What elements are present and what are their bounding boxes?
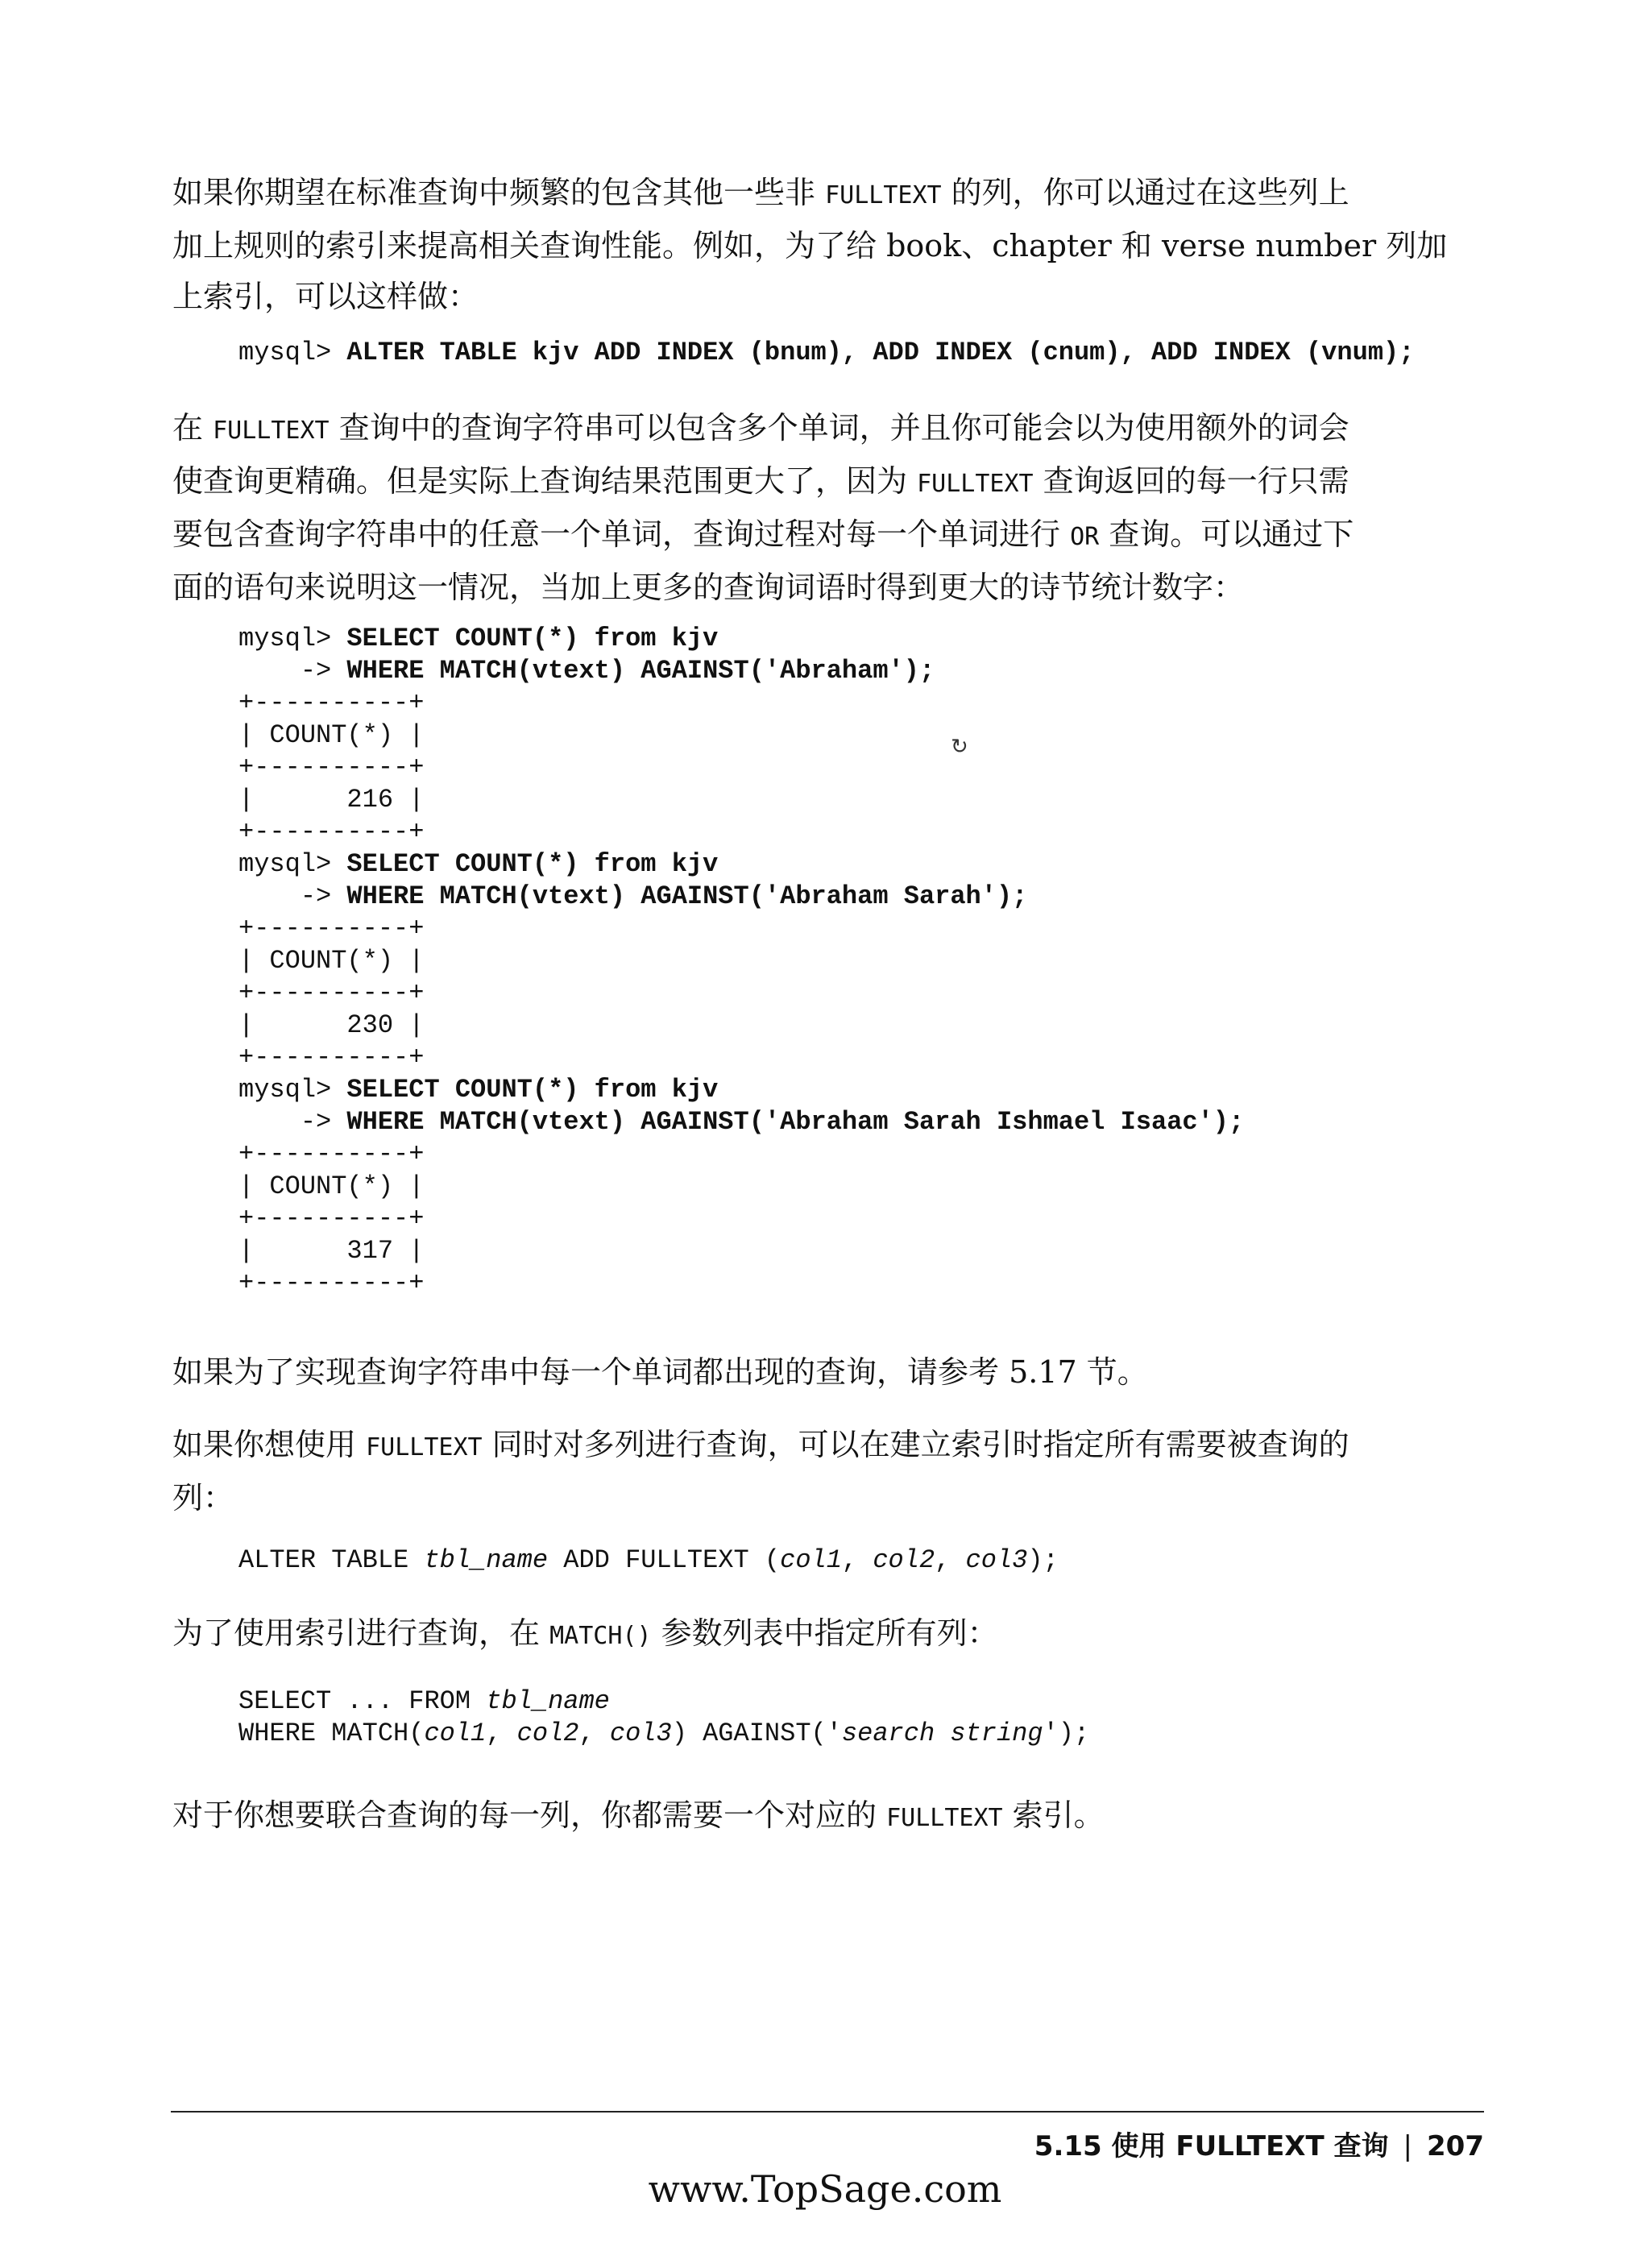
text-line: 如果为了实现查询字符串中每一个单词都出现的查询，请参考 5.17 节。 <box>172 1354 1148 1390</box>
text-run: 如果你想使用 <box>172 1427 367 1462</box>
code-command: SELECT COUNT(*) from kjv <box>346 624 719 653</box>
code-continuation: -> <box>238 656 347 686</box>
footer-separator: | <box>1403 2130 1413 2162</box>
code-block-alter-index <box>238 337 1414 369</box>
code-text: ) AGAINST(' <box>671 1719 842 1748</box>
text-run: 使查询更精确。但是实际上查询结果范围更大了，因为 <box>172 463 918 499</box>
code-prompt: mysql> <box>238 849 347 879</box>
text-run: 对于你想要联合查询的每一列，你都需要一个对应的 <box>172 1797 887 1833</box>
table-border: +----------+ <box>238 817 425 847</box>
code-continuation: -> <box>238 1107 347 1137</box>
paragraph-index-per-column <box>172 1790 1453 1843</box>
code-placeholder: tbl_name <box>424 1545 549 1575</box>
code-line <box>238 1685 1089 1718</box>
code-line <box>238 848 1244 881</box>
paragraph-multi-column <box>172 1420 1453 1524</box>
code-text: ALTER TABLE <box>238 1545 425 1575</box>
text-line <box>172 509 1453 562</box>
text-line: 面的语句来说明这一情况，当加上更多的查询词语时得到更大的诗节统计数字： <box>172 570 1245 605</box>
inline-code: FULLTEXT <box>917 470 1034 498</box>
code-command: SELECT COUNT(*) from kjv <box>346 849 719 879</box>
code-line <box>238 1544 1059 1577</box>
text-run: 在 <box>172 410 214 446</box>
code-placeholder: col2 <box>516 1719 579 1748</box>
code-line <box>238 337 1414 369</box>
table-border: +----------+ <box>238 688 425 718</box>
table-border: +----------+ <box>238 753 425 782</box>
code-text: , <box>578 1719 610 1748</box>
text-line <box>172 1420 1453 1473</box>
code-block-select-match <box>238 1685 1089 1750</box>
code-text: WHERE MATCH( <box>238 1719 425 1748</box>
code-block-count-queries <box>238 623 1244 1300</box>
inline-code: FULLTEXT <box>366 1433 483 1462</box>
text-run: 查询中的查询字符串可以包含多个单词，并且你可能会以为使用额外的词会 <box>329 410 1349 446</box>
text-line <box>172 1790 1453 1843</box>
code-command: WHERE MATCH(vtext) AGAINST('Abraham Sarah'); <box>346 881 1028 911</box>
table-border: +----------+ <box>238 1268 425 1298</box>
code-command: WHERE MATCH(vtext) AGAINST('Abraham'); <box>346 656 935 686</box>
code-line <box>238 1718 1089 1750</box>
code-command: WHERE MATCH(vtext) AGAINST('Abraham Sarah Ishmael Isaac'); <box>346 1107 1245 1137</box>
footer-rule <box>171 2111 1484 2113</box>
text-run: 同时对多列进行查询，可以在建立索引时指定所有需要被查询的 <box>482 1427 1349 1462</box>
code-text: ); <box>1027 1545 1059 1575</box>
footer-section-title: 5.15 使用 FULLTEXT 查询 <box>1034 2130 1389 2162</box>
inline-code: OR <box>1070 523 1100 551</box>
code-command: ALTER TABLE kjv ADD INDEX (bnum), ADD INDEX (cnum), ADD INDEX (vnum); <box>346 338 1415 367</box>
code-text: , <box>486 1719 517 1748</box>
table-border: +----------+ <box>238 1139 425 1169</box>
code-placeholder: col3 <box>609 1719 672 1748</box>
text-line: 上索引，可以这样做： <box>172 279 479 314</box>
table-header: | COUNT(*) | <box>238 1171 425 1201</box>
text-line: 加上规则的索引来提高相关查询性能。例如，为了给 book、chapter 和 verse number 列加 <box>172 228 1448 263</box>
table-row: | 230 | <box>238 1010 425 1040</box>
code-line <box>238 1074 1244 1106</box>
paragraph-match-columns <box>172 1608 1453 1661</box>
text-run: 查询。可以通过下 <box>1099 516 1354 552</box>
paragraph-multiword-query <box>172 403 1453 613</box>
text-run: 索引。 <box>1002 1797 1105 1833</box>
code-command: SELECT COUNT(*) from kjv <box>346 1075 719 1105</box>
code-text: SELECT ... FROM <box>238 1686 487 1716</box>
text-run: 的列，你可以通过在这些列上 <box>941 175 1349 210</box>
table-header: | COUNT(*) | <box>238 946 425 976</box>
code-placeholder: col2 <box>873 1545 935 1575</box>
table-row: | 216 | <box>238 785 425 815</box>
scan-mark-icon: ↻ <box>951 735 968 759</box>
text-run: 如果你期望在标准查询中频繁的包含其他一些非 <box>172 175 826 210</box>
code-continuation: -> <box>238 881 347 911</box>
table-border: +----------+ <box>238 1043 425 1072</box>
table-border: +----------+ <box>238 1204 425 1234</box>
page-number: 207 <box>1427 2130 1484 2162</box>
code-line <box>238 623 1244 655</box>
code-text: '); <box>1043 1719 1090 1748</box>
table-row: | 317 | <box>238 1236 425 1266</box>
inline-code: FULLTEXT <box>213 417 330 445</box>
paragraph-see-also <box>172 1347 1453 1398</box>
code-prompt: mysql> <box>238 624 347 653</box>
text-run: 要包含查询字符串中的任意一个单词，查询过程对每一个单词进行 <box>172 516 1071 552</box>
paragraph-index-intro <box>172 168 1453 322</box>
code-text: , <box>935 1545 966 1575</box>
code-line <box>238 881 1244 913</box>
code-prompt: mysql> <box>238 1075 347 1105</box>
watermark-url: www.TopSage.com <box>648 2167 1002 2211</box>
table-border: +----------+ <box>238 914 425 943</box>
text-line <box>172 403 1453 456</box>
table-header: | COUNT(*) | <box>238 720 425 750</box>
code-placeholder: col1 <box>780 1545 842 1575</box>
text-line <box>172 1608 1453 1661</box>
code-line <box>238 655 1244 687</box>
code-block-alter-fulltext <box>238 1544 1059 1577</box>
code-text: , <box>841 1545 873 1575</box>
text-run: 为了使用索引进行查询，在 <box>172 1615 550 1651</box>
inline-code: FULLTEXT <box>825 181 942 209</box>
text-run: 查询返回的每一行只需 <box>1033 463 1349 499</box>
code-placeholder: tbl_name <box>486 1686 610 1716</box>
code-placeholder: col3 <box>965 1545 1028 1575</box>
table-border: +----------+ <box>238 978 425 1008</box>
code-placeholder: search string <box>841 1719 1043 1748</box>
inline-code: MATCH() <box>549 1622 652 1650</box>
code-prompt: mysql> <box>238 338 347 367</box>
text-line: 列： <box>172 1480 234 1515</box>
text-line <box>172 168 1453 221</box>
inline-code: FULLTEXT <box>886 1804 1003 1832</box>
running-footer <box>1034 2124 1484 2163</box>
code-text: ADD FULLTEXT ( <box>548 1545 781 1575</box>
text-line <box>172 456 1453 509</box>
code-placeholder: col1 <box>424 1719 487 1748</box>
code-line <box>238 1106 1244 1138</box>
text-run: 参数列表中指定所有列： <box>651 1615 998 1651</box>
